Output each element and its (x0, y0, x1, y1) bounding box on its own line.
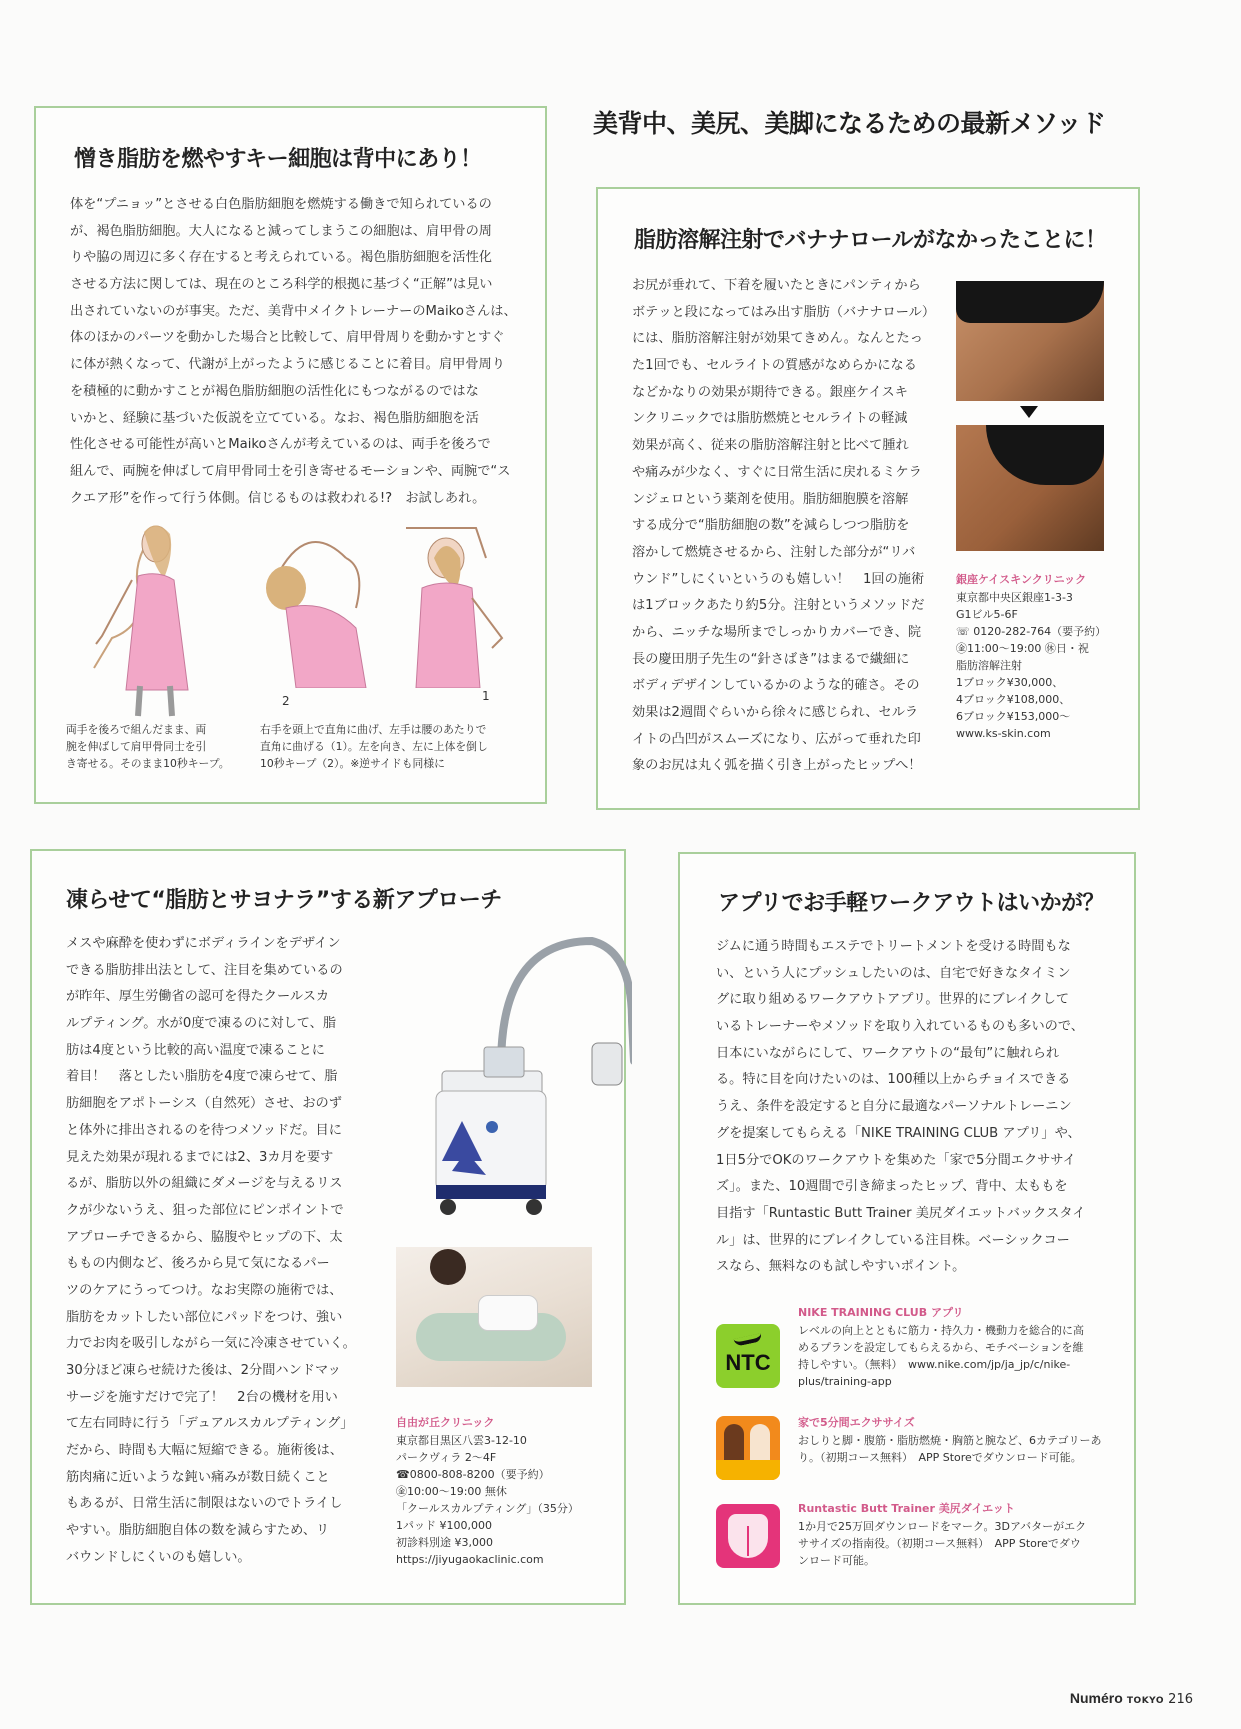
text-line: 象のお尻は丸く弧を描く引き上がったヒップへ！ (632, 758, 922, 774)
page-headline: 美背中、美尻、美脚になるための最新メソッド (593, 109, 1106, 138)
text-line: 体のほかのパーツを動かした場合と比較して、肩甲骨周りを動かすとすぐ (70, 330, 505, 346)
step-number-1: 1 (482, 689, 490, 703)
text-line: アプローチできるから、脇腹やヒップの下、太 (66, 1229, 343, 1245)
text-line: 性化させる可能性が高いとMaikoさんが考えているのは、両手を後ろで (70, 437, 491, 453)
text-line: 脂肪をカットしたい部位にパッドをつけ、強い (66, 1309, 343, 1325)
exercise-illustration-back-clasp (74, 518, 224, 718)
clinic-info-line: パークヴィラ 2～4F (396, 1451, 497, 1464)
app-name: 家で5分間エクササイズ (798, 1416, 915, 1429)
text-line: サージを施すだけで完了！ 2台の機材を用い (66, 1389, 338, 1405)
text-line: お尻が垂れて、下着を履いたときにパンティから (632, 278, 921, 293)
text-line: バウンドしにくいのも嬉しい。 (66, 1549, 251, 1565)
text-line: 見えた効果が現れるまでには2、3カ月を要す (66, 1149, 334, 1165)
text-line: 30分ほど凍らせ続けた後は、2分間ハンドマッ (66, 1363, 341, 1378)
article-body (632, 273, 935, 780)
text-line: ボテッと段になってはみ出す脂肪（バナナロール） (632, 304, 936, 320)
article-body (66, 931, 356, 1572)
text-line: い、という人にプッシュしたいのは、自宅で好きなタイミン (716, 965, 1071, 981)
app-name: Runtastic Butt Trainer 美尻ダイエット (798, 1502, 1015, 1515)
text-line: いるトレーナーやメソッドを取り入れているものも多いので、 (716, 1019, 1084, 1035)
clinic-info (956, 589, 1106, 742)
clinic-info-line: ㊎10:00～19:00 無休 (396, 1485, 507, 1498)
text-line: 1日5分でOKのワークアウトを集めた「家で5分間エクササイ (716, 1152, 1076, 1168)
clinic-info-line: 1ブロック¥30,000、 (956, 676, 1064, 689)
article-title: 脂肪溶解注射でバナナロールがなかったことに！ (634, 228, 1107, 253)
text-line: や痛みが少なく、すぐに日常生活に戻れるミケラ (632, 464, 922, 480)
text-line: た1回でも、セルライトの質感がなめらかになる (632, 358, 917, 374)
app-desc-line: 持しやすい。（無料） www.nike.com/jp/ja_jp/c/nike- (798, 1358, 1071, 1371)
text-line: クが少ないうえ、狙った部位にピンポイントで (66, 1202, 344, 1218)
text-line: メスや麻酔を使わずにボディラインをデザイン (66, 936, 341, 951)
text-line: ル」は、世界的にブレイクしている注目株。ベーシックコー (716, 1232, 1070, 1248)
text-line: ズ」。また、10週間で引き締まったヒップ、背中、太ももを (716, 1179, 1068, 1195)
article-body (716, 934, 1085, 1281)
app-desc-line: り。（初期コース無料） APP Storeでダウンロード可能。 (798, 1451, 1082, 1464)
caption-line: 直角に曲げる（1）。左を向き、左に上体を倒し (260, 740, 488, 753)
text-line: を積極的に動かすことが褐色脂肪細胞の活性化にもつながるのではな (70, 383, 479, 399)
clinic-info-line: 4ブロック¥108,000、 (956, 693, 1071, 706)
text-line: 筋肉痛に近いような鈍い痛みが数日続くこと (66, 1469, 330, 1485)
text-line: ジムに通う時間もエステでトリートメントを受ける時間もな (716, 939, 1071, 954)
text-line: に体が熱くなって、代謝が上がったように感じることに着目。肩甲骨周り (70, 357, 505, 373)
after-photo (956, 425, 1104, 551)
text-line: ルプティング。水が0度で凍るのに対して、脂 (66, 1016, 337, 1032)
text-line: スなら、無料なのも試しやすいポイント。 (716, 1259, 966, 1275)
text-line: が昨年、厚生労働省の認可を得たクールスカ (66, 989, 330, 1005)
article-brown-fat (34, 106, 547, 804)
text-line: る。特に目を向けたいのは、100種以上からチョイスできる (716, 1072, 1071, 1088)
text-line: 出されていないのが事実。ただ、美背中メイクトレーナーのMaikoさんは、 (70, 303, 517, 319)
ntc-label: NTC (725, 1350, 771, 1375)
text-line: させる方法に関しては、現在のところ科学的根拠に基づく“正解”は見い (70, 277, 493, 293)
text-line: 効果が高く、従来の脂肪溶解注射と比べて腫れ (632, 438, 909, 454)
app-desc-line: ンロード可能。 (798, 1554, 875, 1567)
article-workout-apps (678, 852, 1136, 1605)
app-desc-line: 1か月で25万回ダウンロードをマーク。3Dアバターがエク (798, 1520, 1087, 1533)
exercise-illustration-side-bend (236, 518, 386, 688)
text-line: 着目！ 落としたい脂肪を4度で凍らせて、脂 (66, 1069, 338, 1085)
text-line: できる脂肪排出法として、注目を集めているの (66, 962, 343, 978)
app-desc-line: めるプランを設定してもらえるから、モチベーションを維 (798, 1341, 1084, 1354)
clinic-info-line: www.ks-skin.com (956, 727, 1051, 740)
clinic-info (396, 1432, 579, 1568)
article-title: アプリでお手軽ワークアウトはいかが？ (718, 891, 1105, 916)
article-title: 凍らせて“脂肪とサヨナラ”する新アプローチ (66, 888, 502, 913)
text-line: ンジェロという薬剤を使用。脂肪細胞膜を溶解 (632, 491, 909, 507)
text-line: 組んで、両腕を伸ばして肩甲骨同士を引き寄せるモーションや、両腕で“ス (70, 463, 511, 479)
text-line: から、ニッチな場所までしっかりカバーでき、院 (632, 624, 922, 640)
nike-swoosh-icon (733, 1333, 762, 1347)
clinic-info-line: 東京都中央区銀座1-3-3 (956, 591, 1073, 604)
text-line: には、脂肪溶解注射が効果てきめん。なんとたっ (632, 331, 923, 347)
text-line: 効果は2週間ぐらいから徐々に感じられ、セルラ (632, 705, 919, 720)
app-desc-line: おしりと脚・腹筋・脂肪燃焼・胸筋と腕など、6カテゴリーあ (798, 1434, 1102, 1447)
app-description (798, 1432, 1102, 1466)
text-line: などかなりの効果が期待できる。銀座ケイスキ (632, 384, 908, 400)
clinic-info-line: ㊎11:00～19:00 ㊡日・祝 (956, 642, 1089, 655)
article-title: 憎き脂肪を燃やすキー細胞は背中にあり！ (74, 147, 482, 172)
clinic-info-line: 東京都目黒区八雲3-12-10 (396, 1434, 527, 1447)
text-line: ツのケアにうってつけ。なお実際の施術では、 (66, 1282, 343, 1298)
text-line: 日本にいながらにして、ワークアウトの“最旬”に触れられ (716, 1045, 1060, 1061)
caption-right (260, 721, 488, 772)
app-description (798, 1322, 1084, 1390)
app-desc-line: ササイズの指南役。（初期コース無料） APP Storeでダウ (798, 1537, 1081, 1550)
caption-line: 腕を伸ばして肩甲骨同士を引 (66, 740, 207, 753)
text-line: 体を“プニョッ”とさせる白色脂肪細胞を燃焼する働きで知られているの (70, 197, 492, 212)
app-name: NIKE TRAINING CLUB アプリ (798, 1306, 964, 1319)
text-line: 力でお肉を吸引しながら一気に冷凍させていく。 (66, 1336, 356, 1352)
text-line: ボディデザインしているかのような的確さ。その (632, 678, 920, 694)
clinic-info-line: ☏ 0120-282-764（要予約） (956, 625, 1107, 638)
text-line: 肪細胞をアポトーシス（自然死）させ、おのず (66, 1096, 342, 1112)
runtastic-butt-trainer-app-icon[interactable] (716, 1504, 780, 1568)
clinic-info-line: https://jiyugaokaclinic.com (396, 1553, 544, 1566)
page-folio (1070, 1690, 1193, 1707)
before-photo (956, 281, 1104, 401)
text-line: りや脇の周辺に多く存在すると考えられている。褐色脂肪細胞を活性化 (70, 250, 492, 266)
text-line: 目指す「Runtastic Butt Trainer 美尻ダイエットバックスタイ (716, 1205, 1086, 1221)
text-line: やすい。脂肪細胞自体の数を減らすため、リ (66, 1523, 330, 1539)
treatment-photo (396, 1247, 592, 1387)
caption-line: 10秒キープ（2）。※逆サイドも同様に (260, 757, 445, 770)
arrow-down-icon (1020, 406, 1038, 418)
text-line: 肪は4度という比較的高い温度で凍ることに (66, 1042, 325, 1058)
coolsculpting-machine-photo (422, 931, 632, 1221)
clinic-info-line: 1パッド ¥100,000 (396, 1519, 492, 1532)
caption-line: 両手を後ろで組んだまま、両 (66, 723, 207, 736)
text-line: ンクリニックでは脂肪燃焼とセルライトの軽減 (632, 411, 908, 427)
text-line: は1ブロックあたり約5分。注射というメソッドだ (632, 598, 925, 614)
clinic-info-line: ☎0800-808-8200（要予約） (396, 1468, 550, 1481)
clinic-info-line: 初診料別途 ¥3,000 (396, 1536, 493, 1549)
clinic-name: 自由が丘クリニック (396, 1416, 495, 1429)
clinic-info-line: 「クールスカルプティング」（35分） (396, 1502, 579, 1515)
text-line: クエア形”を作って行う体側。信じるものは救われる!? お試しあれ。 (70, 490, 486, 506)
clinic-name: 銀座ケイスキンクリニック (956, 573, 1087, 586)
app-description (798, 1518, 1086, 1569)
article-fat-injection (596, 187, 1140, 810)
text-line: グを提案してもらえる「NIKE TRAINING CLUB アプリ」や、 (716, 1125, 1081, 1141)
text-line: 溶かして燃焼させるから、注射した部分が“リバ (632, 544, 916, 560)
text-line: うえ、条件を設定すると自分に最適なパーソナルトレーニン (716, 1099, 1072, 1115)
folio-sub: TOKYO (1126, 1696, 1165, 1706)
text-line: ウンド”しにくいというのも嬉しい！ 1回の施術 (632, 571, 925, 587)
clinic-info-line: 6ブロック¥153,000～ (956, 710, 1071, 723)
text-line: と体外に排出されるのを待つメソッドだ。目に (66, 1122, 342, 1138)
text-line: いかと、経験に基づいた仮説を立てている。なお、褐色脂肪細胞を活 (70, 410, 479, 426)
five-minute-workout-app-icon[interactable] (716, 1416, 780, 1480)
article-coolsculpting (30, 849, 626, 1605)
text-line: グに取り組めるワークアウトアプリ。世界的にブレイクして (716, 992, 1070, 1008)
step-number-2: 2 (282, 694, 290, 708)
text-line: だから、時間も大幅に短縮できる。施術後は、 (66, 1443, 343, 1459)
text-line: イトの凸凹がスムーズになり、広がって垂れた印 (632, 731, 921, 747)
nike-training-club-app-icon[interactable] (716, 1324, 780, 1388)
app-desc-line: レベルの向上とともに筋力・持久力・機動力を総合的に高 (798, 1324, 1084, 1337)
caption-line: き寄せる。そのまま10秒キープ。 (66, 757, 230, 770)
text-line: ももの内側など、後ろから見て気になるパー (66, 1256, 330, 1272)
clinic-info-line: 脂肪溶解注射 (956, 659, 1022, 672)
caption-line: 右手を頭上で直角に曲げ、左手は腰のあたりで (260, 723, 487, 736)
text-line: する成分で“脂肪細胞の数”を減らしつつ脂肪を (632, 518, 910, 534)
app-desc-line: plus/training-app (798, 1375, 892, 1388)
caption-left (66, 721, 230, 772)
text-line: て左右同時に行う「デュアルスカルプティング」 (66, 1416, 354, 1432)
folio-number: 216 (1168, 1692, 1193, 1707)
clinic-info-line: G1ビル5-6F (956, 608, 1018, 621)
exercise-illustration-square-arms (386, 508, 526, 688)
text-line: が、褐色脂肪細胞。大人になると減ってしまうこの細胞は、肩甲骨の周 (70, 223, 492, 239)
text-line: もあるが、日常生活に制限はないのでトライし (66, 1496, 343, 1512)
article-body (70, 192, 517, 512)
folio-brand: Numéro (1069, 1690, 1123, 1706)
text-line: 長の慶田朋子先生の“針さばき”はまるで繊細に (632, 651, 910, 667)
text-line: るが、脂肪以外の組織にダメージを与えるリス (66, 1176, 343, 1192)
